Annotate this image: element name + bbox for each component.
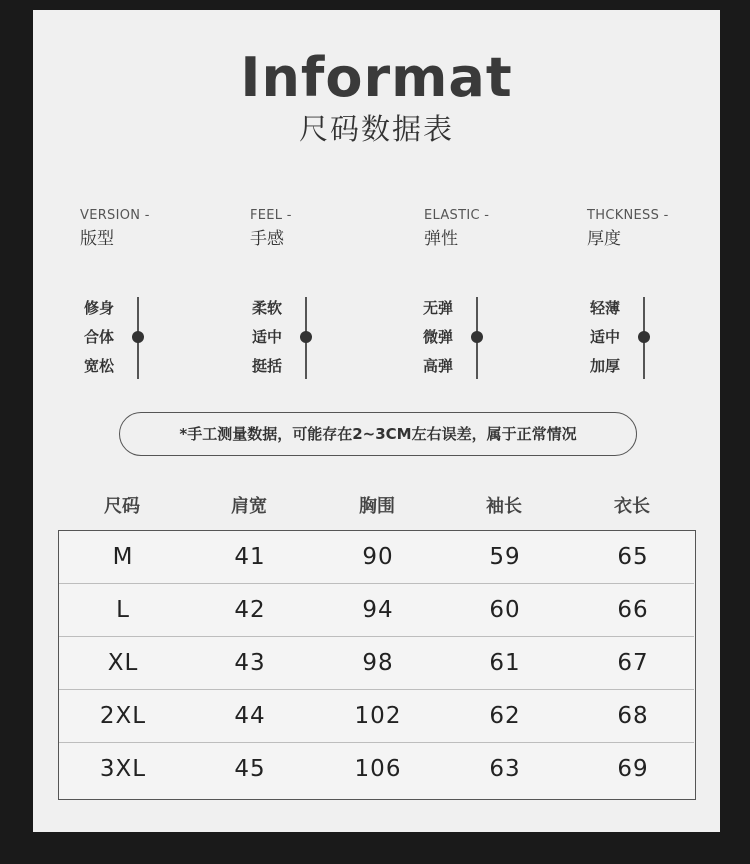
table-cell: 60 bbox=[489, 597, 521, 623]
scale-option: 高弹 bbox=[423, 357, 454, 375]
attribute-label-cn: 厚度 bbox=[587, 229, 621, 249]
column-header-size: 尺码 bbox=[104, 496, 140, 517]
table-cell: 69 bbox=[617, 756, 649, 782]
table-cell: 66 bbox=[617, 597, 649, 623]
scale-option: 挺括 bbox=[252, 357, 283, 375]
table-row bbox=[59, 637, 694, 690]
scale-option: 加厚 bbox=[590, 357, 621, 375]
table-cell: 63 bbox=[489, 756, 521, 782]
scale-marker bbox=[132, 331, 144, 343]
table-cell: 94 bbox=[362, 597, 394, 623]
table-cell: 44 bbox=[234, 703, 266, 729]
scale-option: 适中 bbox=[590, 328, 621, 346]
table-cell: 102 bbox=[354, 703, 402, 729]
measurement-note: *手工测量数据，可能存在2~3CM左右误差，属于正常情况 bbox=[119, 412, 637, 456]
table-cell: 42 bbox=[234, 597, 266, 623]
scale-option: 合体 bbox=[84, 328, 115, 346]
feel-scale bbox=[252, 297, 342, 379]
table-cell: 67 bbox=[617, 650, 649, 676]
scale-option: 无弹 bbox=[423, 299, 454, 317]
page-subtitle: 尺码数据表 bbox=[298, 112, 454, 146]
table-row bbox=[59, 584, 694, 637]
elastic-scale bbox=[423, 297, 513, 379]
scale-marker bbox=[471, 331, 483, 343]
table-row bbox=[59, 690, 694, 743]
attribute-label-en: THCKNESS - bbox=[587, 208, 669, 223]
table-cell: 45 bbox=[234, 756, 266, 782]
table-cell: XL bbox=[107, 650, 139, 676]
scale-marker bbox=[300, 331, 312, 343]
attribute-label-cn: 手感 bbox=[250, 229, 284, 249]
table-cell: 90 bbox=[362, 544, 394, 570]
attribute-elastic bbox=[424, 208, 489, 250]
size-chart-card bbox=[33, 10, 720, 832]
column-header-sleeve: 袖长 bbox=[486, 496, 522, 517]
column-header-chest: 胸围 bbox=[359, 496, 395, 517]
table-cell: L bbox=[116, 597, 130, 623]
table-cell: 98 bbox=[362, 650, 394, 676]
table-cell: 2XL bbox=[99, 703, 147, 729]
table-cell: 43 bbox=[234, 650, 266, 676]
attribute-label-cn: 弹性 bbox=[424, 229, 458, 249]
column-header-length: 衣长 bbox=[614, 496, 650, 517]
size-table bbox=[58, 530, 696, 800]
thickness-scale bbox=[590, 297, 680, 379]
page-title: Informat bbox=[240, 46, 513, 109]
attribute-label-en: FEEL - bbox=[250, 208, 292, 223]
attribute-label-en: VERSION - bbox=[80, 208, 150, 223]
version-scale bbox=[84, 297, 174, 379]
table-cell: 68 bbox=[617, 703, 649, 729]
scale-option: 修身 bbox=[84, 299, 115, 317]
table-cell: 41 bbox=[234, 544, 266, 570]
table-cell: 65 bbox=[617, 544, 649, 570]
scale-option: 柔软 bbox=[252, 299, 283, 317]
table-cell: 3XL bbox=[99, 756, 147, 782]
table-cell: 59 bbox=[489, 544, 521, 570]
scale-option: 轻薄 bbox=[590, 299, 621, 317]
table-row bbox=[59, 531, 694, 584]
table-cell: 62 bbox=[489, 703, 521, 729]
attribute-thickness bbox=[587, 208, 669, 250]
table-row bbox=[59, 743, 694, 796]
table-cell: 61 bbox=[489, 650, 521, 676]
scale-marker bbox=[638, 331, 650, 343]
scale-option: 适中 bbox=[252, 328, 283, 346]
attribute-version bbox=[80, 208, 150, 250]
attribute-label-en: ELASTIC - bbox=[424, 208, 490, 223]
size-table-header bbox=[58, 494, 698, 520]
table-cell: 106 bbox=[354, 756, 402, 782]
attribute-label-cn: 版型 bbox=[80, 229, 114, 249]
attribute-feel bbox=[250, 208, 292, 250]
scale-option: 微弹 bbox=[423, 328, 454, 346]
table-cell: M bbox=[112, 544, 134, 570]
column-header-shoulder: 肩宽 bbox=[231, 496, 267, 517]
scale-option: 宽松 bbox=[84, 357, 115, 375]
